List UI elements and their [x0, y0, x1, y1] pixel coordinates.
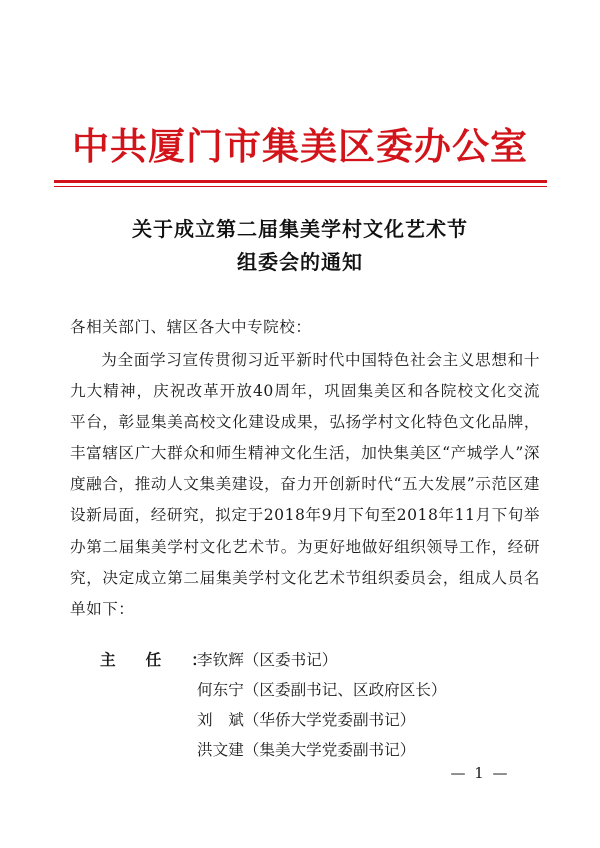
member-row [100, 705, 540, 735]
member-row [100, 645, 540, 675]
issuing-office-title: 中共厦门市集美区委办公室 [72, 125, 528, 168]
committee-member-list [100, 645, 540, 765]
document-title-line-2: 组委会的通知 [237, 250, 363, 274]
member-entry: 何东宁（区委副书记、区政府区长） [197, 681, 447, 699]
member-row [100, 675, 540, 705]
member-entry: 李钦辉（区委书记） [197, 651, 338, 669]
member-entry: 洪文建（集美大学党委副书记） [197, 741, 416, 759]
role-label: 主任： [100, 651, 237, 669]
document-title-line-1: 关于成立第二届集美学村文化艺术节 [132, 217, 468, 241]
member-entry: 刘 斌（华侨大学党委副书记） [197, 711, 416, 729]
body-paragraph: 为全面学习宣传贯彻习近平新时代中国特色社会主义思想和十九大精神，庆祝改革开放40周年，巩固集美区和各院校文化交流平台，彰显集美高校文化建设成果，弘扬学村文化特色文化品牌，丰富辖区广大群众和师生精神文化生活，加快集美区“产城学人”深度融合，推动人文集美建设，奋力开创新时代“五大发展”示范区建设新局面，经研究，拟定于2018年9月下旬至2018年11月下旬举办第二届集美学村文化艺术节。为更好地做好组织领导工作，经研究，决定成立第二届集美学村文化艺术节组织委员会，组成人员名单如下： [70, 351, 540, 618]
document-title [0, 213, 600, 279]
member-row [100, 735, 540, 765]
salutation: 各相关部门、辖区各大中专院校： [70, 318, 312, 336]
red-header-rule [54, 180, 547, 183]
page-number: — 1 — [450, 764, 510, 782]
red-header-rule-thin [54, 186, 547, 187]
